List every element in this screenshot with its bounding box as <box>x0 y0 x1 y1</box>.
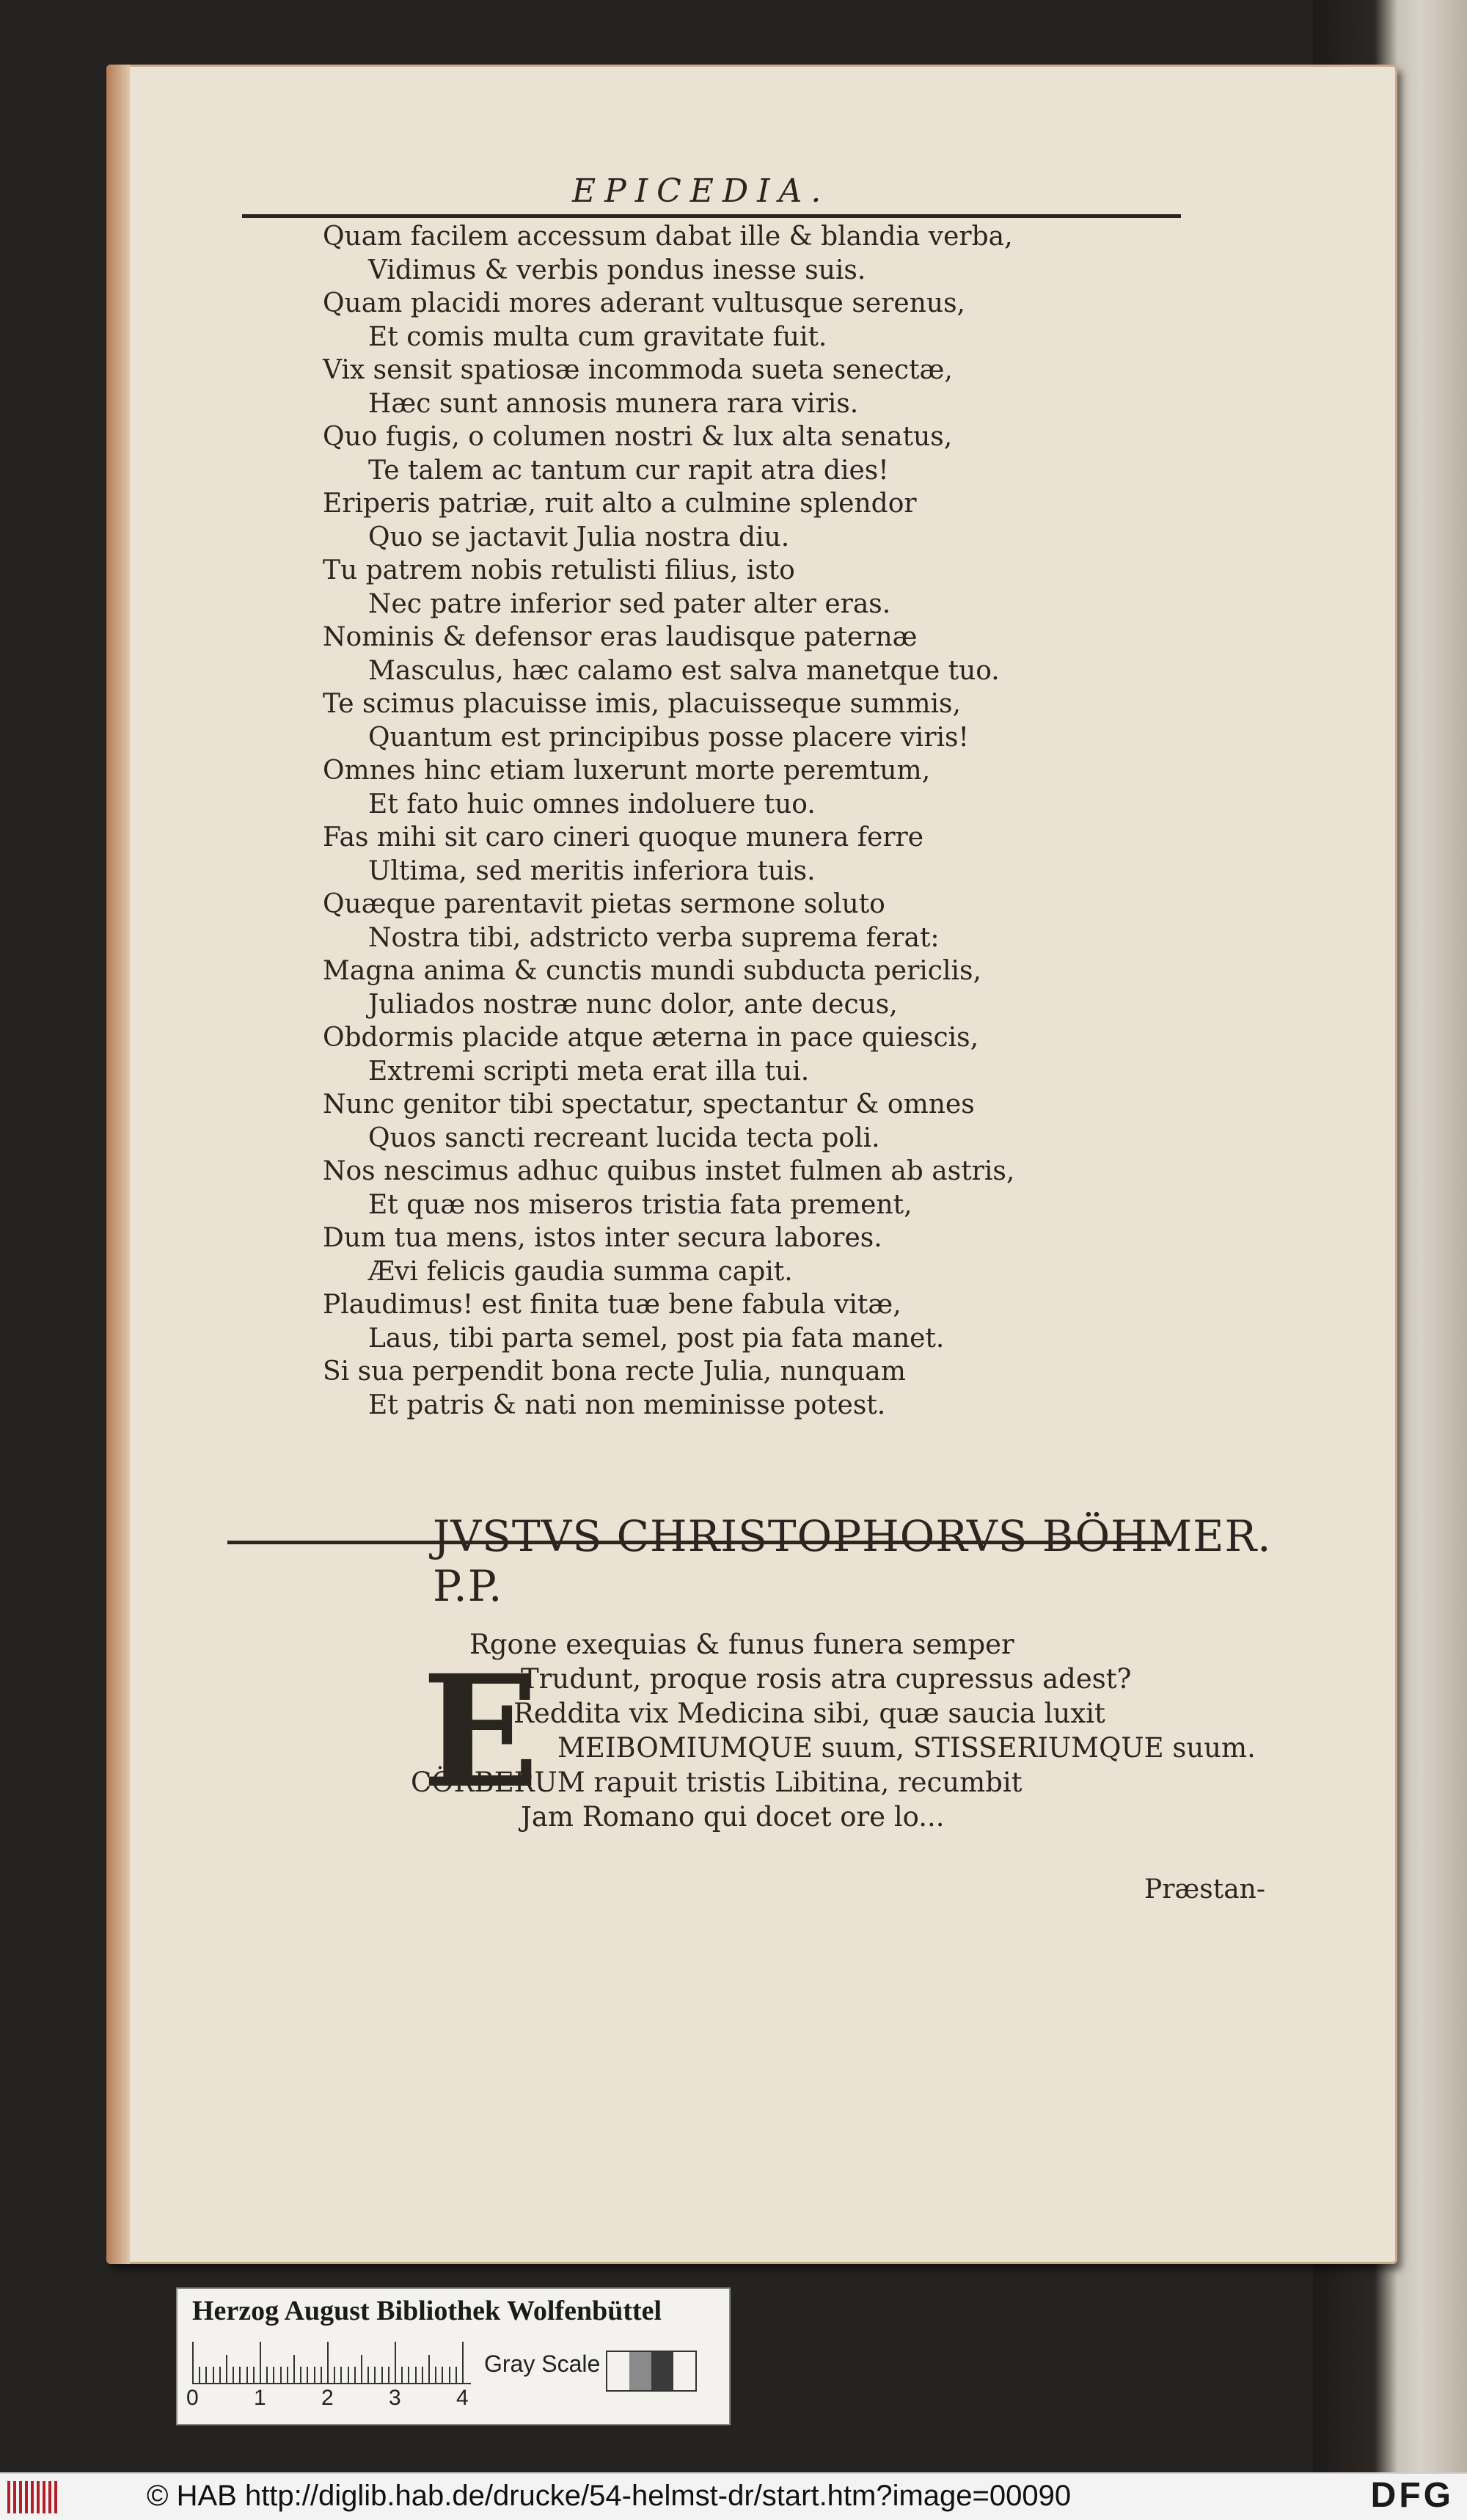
poem-epicedium <box>323 220 1276 1422</box>
poem-line: Dum tua mens, istos inter secura labores. <box>323 1223 882 1253</box>
ruler-tick <box>192 2342 194 2383</box>
catchword: Præstan- <box>1144 1874 1266 1904</box>
poem-line: Quæque parentavit pietas sermone soluto <box>323 889 885 919</box>
swatch-cell <box>651 2352 673 2390</box>
poem-line: Nunc genitor tibi spectatur, spectantur & omnes <box>323 1089 975 1120</box>
library-name: Herzog August Bibliothek Wolfenbüttel <box>192 2296 662 2326</box>
ruler-tick <box>361 2355 362 2383</box>
ruler-tick <box>239 2367 241 2383</box>
ruler-tick <box>449 2367 450 2383</box>
ruler-tick <box>415 2367 417 2383</box>
ruler-tick <box>408 2367 409 2383</box>
ruler-tick <box>280 2367 282 2383</box>
ruler-tick <box>388 2367 389 2383</box>
ruler-tick <box>456 2367 457 2383</box>
library-color-chart <box>176 2287 731 2425</box>
gray-scale-swatch <box>606 2351 697 2392</box>
ruler-tick <box>287 2367 288 2383</box>
poem-line: Quam placidi mores aderant vultusque serenus, <box>323 288 965 318</box>
ruler-tick <box>314 2367 315 2383</box>
poem-line: Et quæ nos miseros tristia fata prement, <box>368 1189 912 1220</box>
ruler-number: 1 <box>254 2386 266 2410</box>
swatch-cell <box>673 2352 695 2390</box>
ruler-tick <box>293 2355 295 2383</box>
swatch-cell <box>607 2352 629 2390</box>
poem-second <box>411 1627 1291 1834</box>
poem-line: Eriperis patriæ, ruit alto a culmine splendor <box>323 489 917 519</box>
ruler-number: 4 <box>456 2386 469 2410</box>
poem-line: Nec patre inferior sed pater alter eras. <box>368 588 891 619</box>
gray-scale-label: Gray Scale <box>484 2351 601 2377</box>
poem-line: MEIBOMIUMQUE suum, STISSERIUMQUE suum. <box>557 1732 1256 1764</box>
poem-line: Vix sensit spatiosæ incommoda sueta senectæ, <box>323 355 953 385</box>
dfg-logo: DFG <box>1370 2476 1454 2515</box>
ruler-tick <box>253 2367 255 2383</box>
ruler-number: 2 <box>321 2386 334 2410</box>
poem-line: Extremi scripti meta erat illa tui. <box>368 1056 810 1086</box>
ruler-tick <box>334 2367 335 2383</box>
ruler-tick <box>374 2367 376 2383</box>
ruler-tick <box>246 2367 248 2383</box>
ruler-tick <box>219 2367 221 2383</box>
poem-line: Te talem ac tantum cur rapit atra dies! <box>368 455 889 486</box>
poem-line: Trudunt, proque rosis atra cupressus adest? <box>521 1663 1132 1695</box>
section-divider-rule <box>227 1541 1166 1544</box>
drop-cap: E <box>422 1641 540 1822</box>
ruler-tick <box>300 2367 301 2383</box>
poem-line: Laus, tibi parta semel, post pia fata manet. <box>368 1323 945 1354</box>
ruler-tick <box>226 2355 227 2383</box>
poem-line: Nostra tibi, adstricto verba suprema ferat: <box>368 922 940 953</box>
ruler-tick <box>266 2367 268 2383</box>
ruler-number: 3 <box>389 2386 401 2410</box>
poem-line: Quam facilem accessum dabat ille & blandia verba, <box>323 222 1013 252</box>
ruler-tick <box>442 2367 443 2383</box>
ruler-tick <box>422 2367 423 2383</box>
poem-line: Et fato huic omnes indoluere tuo. <box>368 789 816 819</box>
poem-line: Obdormis placide atque æterna in pace quiescis, <box>323 1023 979 1053</box>
poem-line: Nominis & defensor eras laudisque paternæ <box>323 622 918 652</box>
ruler-tick <box>233 2367 234 2383</box>
ruler-tick <box>348 2367 349 2383</box>
poem-line: Quo fugis, o columen nostri & lux alta senatus, <box>323 422 953 452</box>
ruler-tick <box>395 2342 396 2383</box>
poem-line: Omnes hinc etiam luxerunt morte peremtum, <box>323 756 931 786</box>
poem-line: Si sua perpendit bona recte Julia, nunquam <box>323 1356 906 1387</box>
author-signature: JVSTVS CHRISTOPHORVS BÖHMER. P.P. <box>433 1511 1272 1611</box>
poem-line: Rgone exequias & funus funera semper <box>469 1629 1014 1660</box>
ruler-tick <box>340 2367 342 2383</box>
ruler-tick <box>381 2367 383 2383</box>
ruler-tick <box>462 2342 464 2383</box>
ruler-number: 0 <box>186 2386 199 2410</box>
poem-line: Te scimus placuisse imis, placuisseque summis, <box>323 689 961 719</box>
ruler-tick <box>321 2367 322 2383</box>
ruler-tick <box>307 2367 308 2383</box>
ruler-tick <box>428 2355 430 2383</box>
viewer-footer <box>0 2472 1467 2520</box>
poem-line: Reddita vix Medicina sibi, quæ saucia luxit <box>513 1698 1105 1729</box>
poem-line: Tu patrem nobis retulisti filius, isto <box>323 555 795 585</box>
header-rule <box>242 214 1181 218</box>
ruler-tick <box>435 2367 436 2383</box>
poem-line: Vidimus & verbis pondus inesse suis. <box>368 255 866 285</box>
running-head: EPICEDIA. <box>572 172 830 210</box>
poem-line: Jam Romano qui docet ore lo... <box>521 1801 945 1833</box>
poem-line: Juliados nostræ nunc dolor, ante decus, <box>368 989 898 1020</box>
poem-line: Ultima, sed meritis inferiora tuis. <box>368 855 816 886</box>
poem-line: Hæc sunt annosis munera rara viris. <box>368 388 859 419</box>
ruler-tick <box>354 2367 356 2383</box>
ruler-tick <box>260 2342 261 2383</box>
footer-copyright-link[interactable]: © HAB http://diglib.hab.de/drucke/54-helmst-dr/start.htm?image=00090 <box>147 2480 1072 2512</box>
ruler-tick <box>205 2367 207 2383</box>
ruler-tick <box>213 2367 214 2383</box>
poem-line: Nos nescimus adhuc quibus instet fulmen ab astris, <box>323 1156 1015 1186</box>
ruler-tick <box>401 2367 403 2383</box>
hab-logo-icon <box>7 2481 59 2513</box>
scale-ruler <box>192 2337 471 2384</box>
poem-line: Ævi felicis gaudia summa capit. <box>368 1256 793 1287</box>
ruler-tick <box>273 2367 274 2383</box>
poem-line: Plaudimus! est finita tuæ bene fabula vitæ, <box>323 1290 901 1320</box>
poem-line: CÖRBERUM rapuit tristis Libitina, recumbit <box>411 1767 1022 1798</box>
poem-line: Quo se jactavit Julia nostra diu. <box>368 522 790 552</box>
poem-line: Et comis multa cum gravitate fuit. <box>368 321 827 352</box>
swatch-cell <box>629 2352 651 2390</box>
ruler-tick <box>367 2367 369 2383</box>
ruler-tick <box>327 2342 329 2383</box>
poem-line: Quantum est principibus posse placere viris! <box>368 722 969 753</box>
poem-line: Magna anima & cunctis mundi subducta periclis, <box>323 956 981 986</box>
poem-line: Masculus, hæc calamo est salva manetque tuo. <box>368 655 1000 686</box>
poem-line: Fas mihi sit caro cineri quoque munera ferre <box>323 822 924 852</box>
poem-line: Et patris & nati non meminisse potest. <box>368 1389 886 1420</box>
ruler-tick <box>199 2367 200 2383</box>
poem-line: Quos sancti recreant lucida tecta poli. <box>368 1122 880 1153</box>
